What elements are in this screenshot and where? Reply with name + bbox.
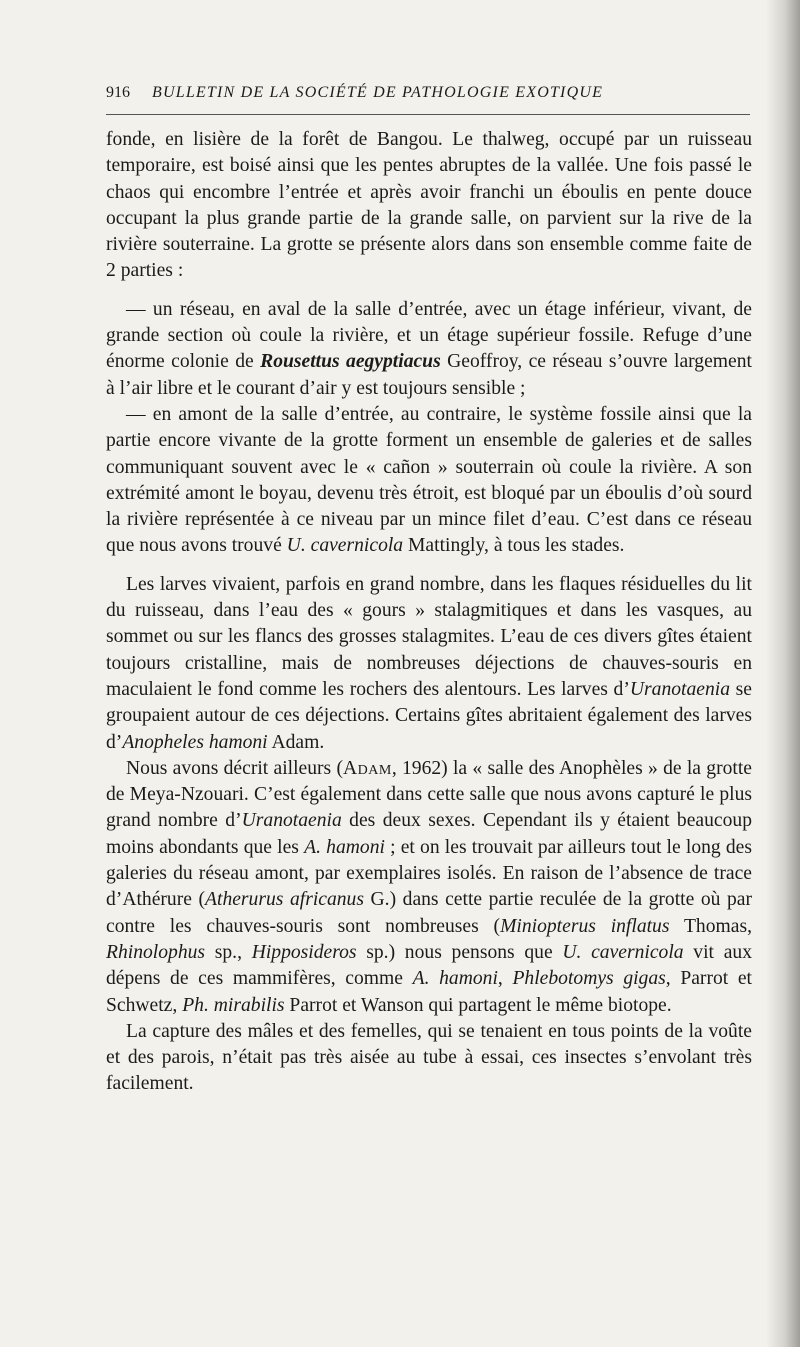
- species-name: Rousettus aegyptiacus: [260, 351, 441, 373]
- species-name: Atherurus africanus: [205, 889, 364, 911]
- author-citation: Adam: [342, 757, 392, 779]
- article-body: [106, 127, 752, 1098]
- species-name: Ph. mirabilis: [182, 994, 285, 1016]
- species-name: Phlebotomys gigas: [512, 968, 666, 990]
- species-name: Uranotaenia: [629, 678, 731, 700]
- page-edge-shadow: [766, 0, 800, 1347]
- species-name: A. hamoni: [304, 836, 385, 858]
- paragraph-2: — un réseau, en aval de la salle d’entrée, avec un étage inférieur, vivant, de grande section où coule la rivière, et un étage supérieur fossile. Refuge d’une énorme colonie de Rousettus aegyptiacus Geoffroy, ce réseau s’ouvre largement à l’air libre et le courant d’air y est toujours sensible ;: [106, 298, 752, 399]
- species-name: U. cavernicola: [286, 535, 404, 557]
- running-header: [106, 84, 746, 102]
- paragraph-4: Les larves vivaient, parfois en grand nombre, dans les flaques résiduelles du lit du ruisseau, dans l’eau des « gours » stalagmitiques et dans les vasques, au sommet ou sur les flancs des grosses stalagmites. L’eau de ces divers gîtes étaient toujours cristalline, mais de nombreuses déjections de chauves-souris en maculaient le fond comme les rochers des alentours. Les larves d’Uranotaenia se groupaient autour de ces déjections. Certains gîtes abritaient également des larves d’Anopheles hamoni Adam.: [106, 573, 752, 753]
- header-rule: [106, 114, 750, 115]
- species-name: Uranotaenia: [241, 810, 342, 832]
- paragraph-3: — en amont de la salle d’entrée, au contraire, le système fossile ainsi que la partie encore vivante de la grotte forment un ensemble de galeries et de salles communiquant souvent avec le « cañon » souterrain où coule la rivière. A son extrémité amont le boyau, devenu très étroit, est bloqué par un éboulis d’où sourd la rivière représentée à ce niveau par un mince filet d’eau. C’est dans ce réseau que nous avons trouvé U. cavernicola Mattingly, à tous les stades.: [106, 403, 752, 557]
- species-name: Miniopterus inflatus: [500, 915, 670, 937]
- species-name: Anopheles hamoni: [122, 731, 268, 753]
- species-name: Rhinolophus: [106, 941, 206, 963]
- journal-title: BULLETIN DE LA SOCIÉTÉ DE PATHOLOGIE EXOTIQUE: [152, 84, 604, 101]
- species-name: A. hamoni: [412, 968, 498, 990]
- species-name: U. cavernicola: [562, 941, 684, 963]
- paragraph-1: fonde, en lisière de la forêt de Bangou. Le thalweg, occupé par un ruisseau temporaire, est boisé ainsi que les pentes abruptes de la vallée. Une fois passé le chaos qui encombre l’entrée et après avoir franchi un éboulis en pente douce occupant la plus grande partie de la grande salle, on parvient sur la rive de la rivière souterraine. La grotte se présente alors dans son ensemble comme faite de 2 parties :: [106, 129, 752, 282]
- page-number: 916: [106, 84, 130, 101]
- paragraph-5: Nous avons décrit ailleurs (Adam, 1962) la « salle des Anophèles » de la grotte de Meya-Nzouari. C’est également dans cette salle que nous avons capturé le plus grand nombre d’Uranotaenia des deux sexes. Cependant ils y étaient beaucoup moins abondants que les A. hamoni ; et on les trouvait par ailleurs tout le long des galeries du réseau amont, par exemplaires isolés. En raison de l’absence de trace d’Athérure (Atherurus africanus G.) dans cette partie reculée de la grotte où par contre les chauves-souris sont nombreuses (Miniopterus inflatus Thomas, Rhinolophus sp., Hipposideros sp.) nous pensons que U. cavernicola vit aux dépens de ces mammifères, comme A. hamoni, Phlebotomys gigas, Parrot et Schwetz, Ph. mirabilis Parrot et Wanson qui partagent le même biotope.: [106, 757, 753, 1016]
- paragraph-6: La capture des mâles et des femelles, qui se tenaient en tous points de la voûte et des parois, n’était pas très aisée au tube à essai, ces insectes s’envolant très facilement.: [106, 1020, 752, 1095]
- species-name: Hipposideros: [251, 941, 357, 963]
